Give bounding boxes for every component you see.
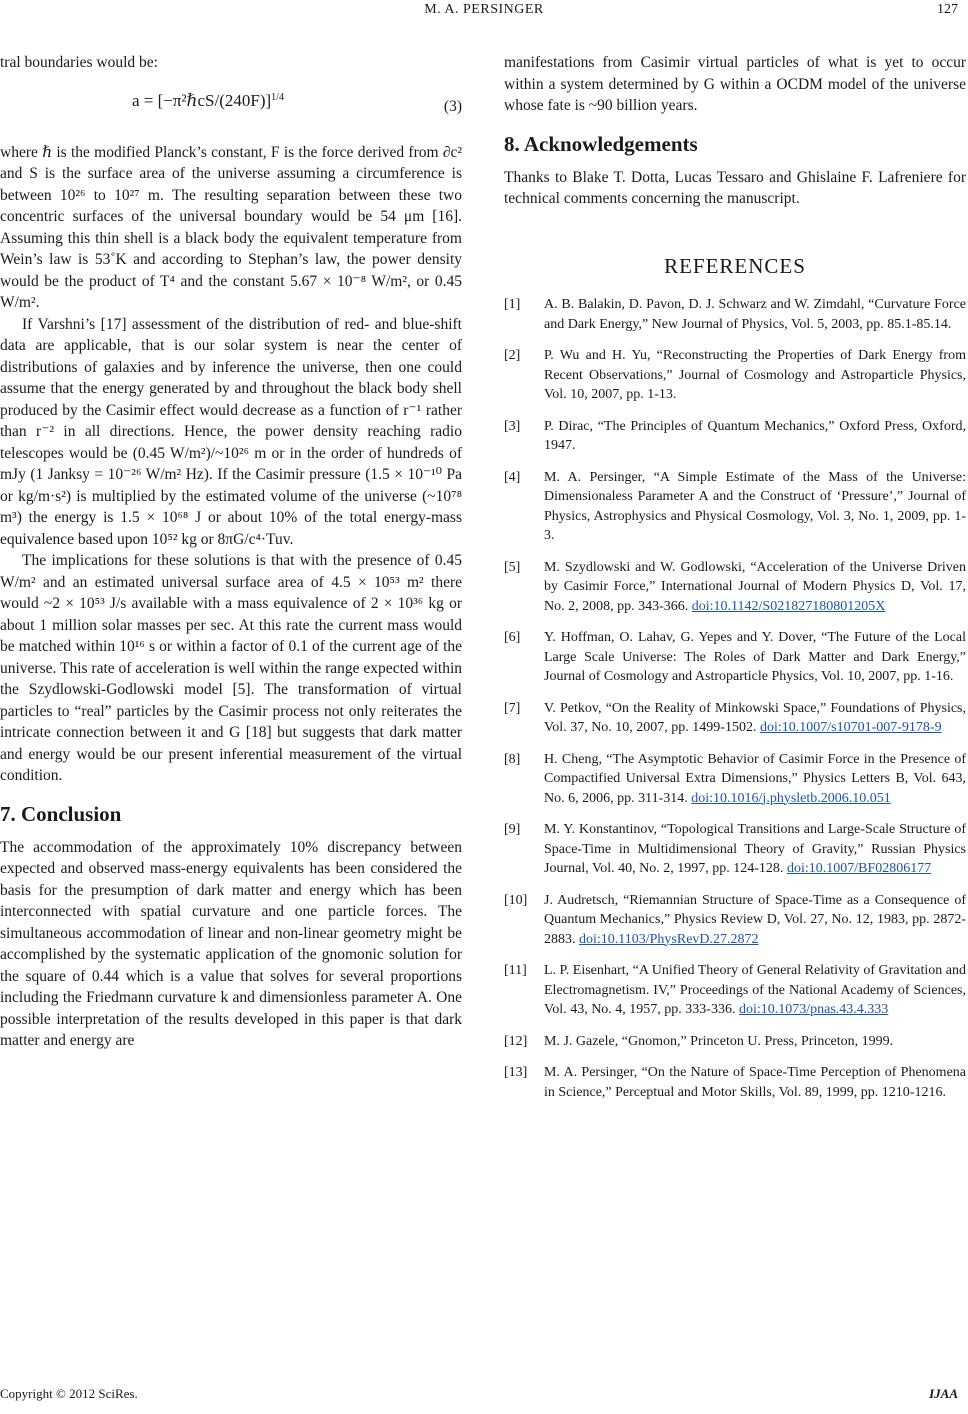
reference-item [504, 346, 966, 405]
references-list [504, 295, 966, 1102]
reference-item [504, 417, 966, 456]
reference-item [504, 295, 966, 334]
reference-text: L. P. Eisenhart, “A Unified Theory of General Relativity of Gravitation and Electromagnetism. IV,” Proceedings of the National Academy of Sciences, Vol. 43, No. 4, 1957, pp. 333-336. [544, 963, 966, 1017]
reference-text: M. A. Persinger, “On the Nature of Space-Time Perception of Phenomena in Science,” Perceptual and Motor Skills, Vol. 89, 1999, pp. 1210-1216. [544, 1065, 966, 1100]
reference-text: M. Y. Konstantinov, “Topological Transitions and Large-Scale Structure of Space-Time in Multidimensional Theory of Gravity,” Russian Physics Journal, Vol. 40, No. 2, 1997, pp. 124-128. [544, 822, 966, 876]
journal-abbreviation: IJAA [929, 1386, 958, 1401]
left-column [0, 52, 462, 1052]
reference-text: P. Dirac, “The Principles of Quantum Mechanics,” Oxford Press, Oxford, 1947. [544, 418, 966, 453]
reference-item [504, 750, 966, 809]
reference-number: [1] [504, 297, 521, 312]
equation-exponent: 1/4 [271, 91, 284, 103]
paragraph-continued: manifestations from Casimir virtual particles of what is yet to occur within a system determined by G within a OCDM model of the universe whose fate is ~90 billion years. [504, 54, 966, 114]
reference-text: H. Cheng, “The Asymptotic Behavior of Casimir Force in the Presence of Compactified Universal Extra Dimensions,” Physics Letters B, Vol. 643, No. 6, 2006, pp. 311-314. [544, 751, 966, 806]
reference-text: V. Petkov, “On the Reality of Minkowski Space,” Foundations of Physics, Vol. 37, No. 10, 2007, pp. 1499-1502. [544, 700, 966, 735]
reference-text: Y. Hoffman, O. Lahav, G. Yepes and Y. Dover, “The Future of the Local Large Scale Universe: The Roles of Dark Matter and Dark Energy,” Journal of Cosmology and Astroparticle Physics, Vol. 10, 2007, pp. 1-16. [544, 630, 966, 684]
reference-doi-link[interactable]: doi:10.1073/pnas.43.4.333 [738, 1002, 889, 1017]
reference-number: [4] [504, 469, 521, 485]
paragraph-intro: tral boundaries would be: [0, 54, 158, 71]
reference-doi-link[interactable]: doi:10.1007/BF02806177 [786, 861, 932, 876]
reference-item [504, 1032, 966, 1052]
reference-number: [13] [504, 1065, 528, 1080]
paragraph-varshni: If Varshni’s [17] assessment of the distribution of red- and blue-shift data are applicable, that is our solar system is near the center of distributions of galaxies and by inference the universe, then one could assume that the energy generated by and throughout the black body shell produced by the Casimir effect would decrease as a function of r⁻¹ rather than r⁻² in all directions. Hence, the power density reaching radio telescopes would be (0.45 W/m²)/~10²⁶ m or in the order of hundreds of mJy (1 Janksy = 10⁻²⁶ W/m² Hz). If the Casimir pressure (1.5 × 10⁻¹⁰ Pa or kg/m·s²) is multiplied by the estimated volume of the universe (~10⁷⁸ m³) the energy is 1.5 × 10⁶⁸ J or about 10% of the total energy-mass equivalence based upon 10⁵² kg or 8πG/c⁴·Tuv. [0, 315, 462, 548]
reference-doi-link[interactable]: doi:10.1016/j.physletb.2006.10.051 [691, 790, 891, 806]
equation-3 [0, 74, 462, 140]
page-header [0, 0, 968, 22]
reference-number: [6] [504, 630, 521, 645]
copyright-notice: Copyright © 2012 SciRes. [0, 1386, 138, 1401]
reference-text: J. Audretsch, “Riemannian Structure of Space-Time as a Consequence of Quantum Mechanics,” Physics Review D, Vol. 27, No. 12, 1983, pp. 2872-2883. [544, 892, 966, 947]
reference-item [504, 558, 966, 617]
reference-item [504, 820, 966, 879]
reference-doi-link[interactable]: doi:10.1142/S021827180801205X [691, 598, 886, 614]
paragraph-conclusion: The accommodation of the approximately 10% discrepancy between expected and observed mass-energy equivalents has been considered the basis for the presumption of dark matter and energy which has been interconnected with spatial curvature and one particle forces. The simultaneous accommodation of linear and non-linear geometry might be accomplished by the systematic application of the gnomonic solution for the square of 0.44 which is a value that solves for several proportions including the Friedmann curvature k and dimensionless parameter A. One possible interpretation of the results developed in this paper is that dark matter and energy are [0, 838, 462, 1049]
reference-number: [5] [504, 559, 521, 575]
reference-number: [3] [504, 418, 521, 434]
equation-number: (3) [443, 97, 462, 115]
reference-item [504, 699, 966, 738]
running-title: M. A. PERSINGER [424, 2, 544, 17]
reference-text: M. J. Gazele, “Gnomon,” Princeton U. Press, Princeton, 1999. [544, 1033, 894, 1049]
heading-conclusion: 7. Conclusion [0, 801, 122, 826]
reference-number: [10] [504, 892, 528, 908]
reference-number: [7] [504, 700, 521, 716]
reference-text: M. A. Persinger, “A Simple Estimate of the Mass of the Universe: Dimensionaless Parameter A and the Construct of ‘Pressure’,” Journal of Physics, Astrophysics and Physical Cosmology, Vol. 3, No. 1, 2009, pp. 1-3. [544, 469, 966, 543]
reference-item [504, 891, 966, 950]
reference-number: [12] [504, 1033, 528, 1049]
equation-expression: a = [−π²ℏcS/(240F)]$^{1/4}$ [132, 90, 284, 110]
reference-text: P. Wu and H. Yu, “Reconstructing the Properties of Dark Energy from Recent Observations,” Journal of Cosmology and Astroparticle Physics, Vol. 10, 2007, pp. 1-13. [544, 348, 966, 402]
reference-number: [8] [504, 751, 521, 767]
reference-item [504, 628, 966, 687]
reference-text: M. Szydlowski and W. Godlowski, “Acceleration of the Universe Driven by Casimir Force,” International Journal of Modern Physics D, Vol. 17, No. 2, 2008, pp. 343-366. [544, 559, 966, 614]
paragraph-implications: The implications for these solutions is that with the presence of 0.45 W/m² and an estimated universal surface area of 4.5 × 10⁵³ m² there would ~2 × 10⁵³ J/s available with a mass equivalence of 2 × 10³⁶ kg or about 1 million solar masses per sec. At this rate the current mass would be matched within 10¹⁶ s or within a factor of 0.1 of the current age of the universe. This rate of acceleration is well within the range expected within the Szydlowski-Godlowski model [5]. The transformation of virtual particles to “real” particles by the Casimir process not only reiterates the intricate connection between it and G [18] but suggests that dark matter and energy would be our present inferential measurement of the virtual condition. [0, 552, 462, 784]
reference-item [504, 1063, 966, 1102]
right-column [504, 52, 966, 1114]
heading-acknowledgements: 8. Acknowledgements [504, 131, 698, 156]
paragraph-acknowledgements: Thanks to Blake T. Dotta, Lucas Tessaro and Ghislaine F. Lafreniere for technical comments concerning the manuscript. [504, 168, 966, 207]
reference-item [504, 468, 966, 546]
page-number: 127 [937, 2, 958, 17]
paragraph-planck: where ℏ is the modified Planck’s constant, F is the force derived from ∂c² and S is the surface area of the universe assuming a circumference is between 10²⁶ to 10²⁷ m. The resulting separation between these two concentric surfaces of the universal boundary would be 54 μm [16]. Assuming this thin shell is a black body the equivalent temperature from Wein’s law is 53˚K and according to Stephan’s law, the power density would be the product of T⁴ and the constant 5.67 × 10⁻⁸ W/m², or 0.45 W/m². [0, 143, 462, 311]
reference-text: A. B. Balakin, D. Pavon, D. J. Schwarz and W. Zimdahl, “Curvature Force and Dark Energy,” New Journal of Physics, Vol. 5, 2003, pp. 85.1-85.14. [544, 297, 966, 332]
reference-doi-link[interactable]: doi:10.1007/s10701-007-9178-9 [759, 720, 942, 735]
reference-number: [11] [504, 963, 527, 978]
reference-number: [2] [504, 348, 521, 363]
reference-number: [9] [504, 822, 521, 837]
reference-doi-link[interactable]: doi:10.1103/PhysRevD.27.2872 [579, 931, 759, 947]
reference-item [504, 961, 966, 1020]
references-heading: REFERENCES [664, 253, 806, 278]
